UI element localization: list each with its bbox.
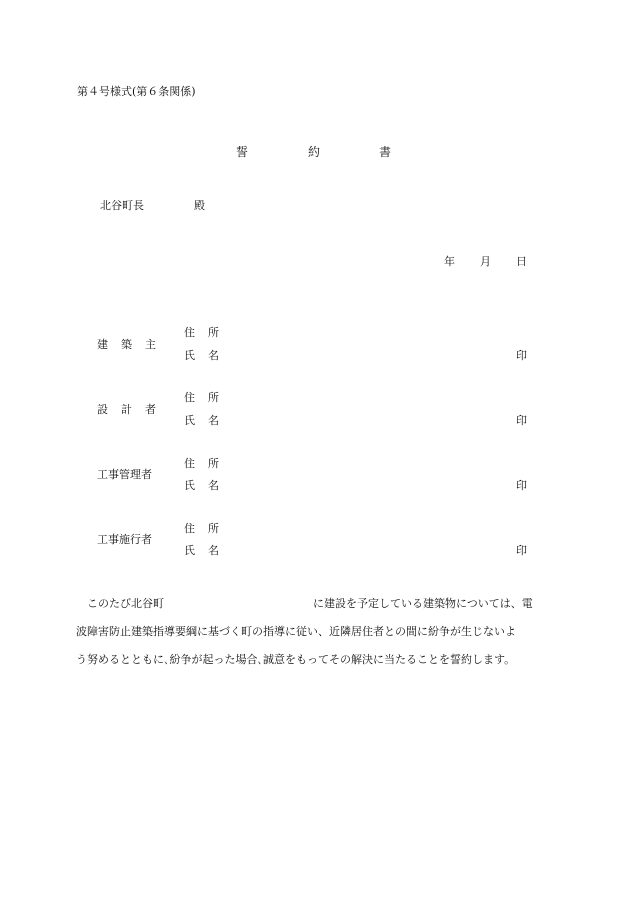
party-label-owner: 建築主 — [97, 338, 169, 351]
name-label: 氏名 — [184, 544, 232, 557]
addressee-honorific: 殿 — [194, 199, 205, 212]
name-label: 氏名 — [184, 479, 232, 492]
body-line-1a: このたび北谷町 — [87, 597, 164, 610]
addressee-name: 北谷町長 — [100, 199, 144, 212]
address-label: 住所 — [184, 326, 232, 339]
body-line-1b: に建設を予定している建築物については、電 — [313, 597, 533, 610]
body-line-3: う努めるとともに､紛争が起った場合､誠意をもってその解決に当たることを誓約します。 — [76, 653, 516, 666]
party-label-contractor: 工事施行者 — [97, 533, 152, 546]
date-day: 日 — [516, 255, 527, 268]
party-label-supervisor: 工事管理者 — [97, 468, 152, 481]
title-char-3: 書 — [379, 145, 392, 159]
body-line-2: 波障害防止建築指導要綱に基づく町の指導に従い、近隣居住者との間に紛争が生じないよ — [76, 625, 516, 638]
seal-mark: 印 — [516, 349, 527, 362]
title-char-1: 誓 — [236, 145, 249, 159]
form-reference: 第４号様式(第６条関係) — [77, 85, 196, 98]
date-month: 月 — [480, 255, 491, 268]
seal-mark: 印 — [516, 544, 527, 557]
address-label: 住所 — [184, 391, 232, 404]
date-year: 年 — [444, 255, 455, 268]
title-char-2: 約 — [308, 145, 321, 159]
name-label: 氏名 — [184, 414, 232, 427]
party-label-designer: 設計者 — [97, 403, 169, 416]
seal-mark: 印 — [516, 414, 527, 427]
seal-mark: 印 — [516, 479, 527, 492]
address-label: 住所 — [184, 522, 232, 535]
address-label: 住所 — [184, 457, 232, 470]
name-label: 氏名 — [184, 349, 232, 362]
